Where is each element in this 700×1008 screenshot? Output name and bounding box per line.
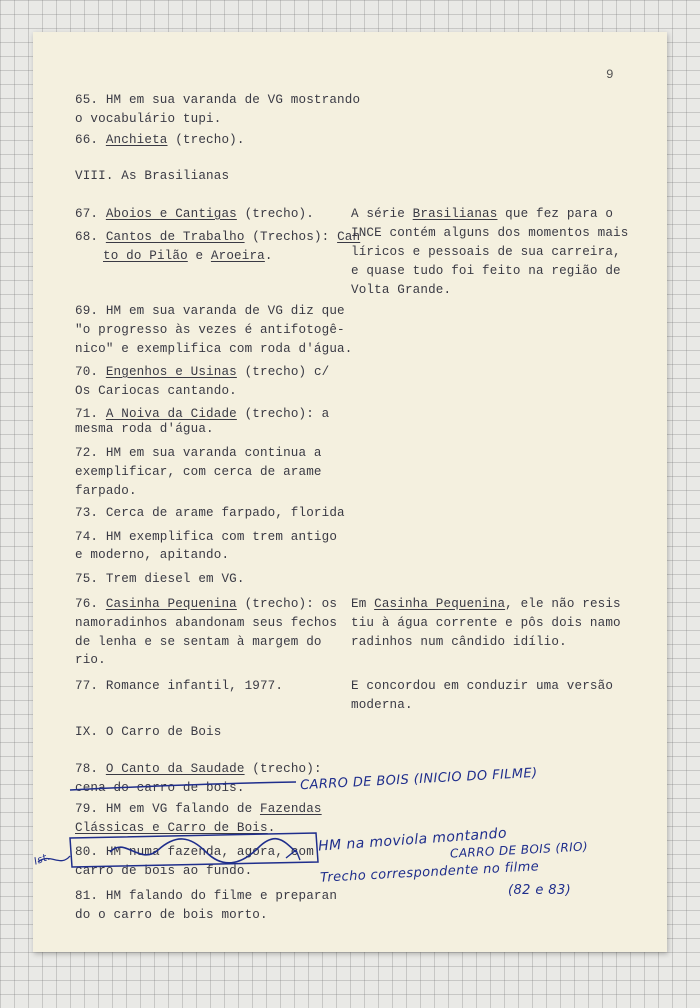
section-heading-viii: VIII. As Brasilianas (75, 169, 230, 183)
item-text: 79. HM em VG falando de (75, 802, 260, 816)
note-text: que fez para o (497, 207, 614, 221)
item-text: (trecho). (167, 133, 245, 147)
item-text: (trecho). (236, 207, 314, 221)
item-text: (trecho): os (236, 597, 338, 611)
item-77: 77. Romance infantil, 1977. (75, 679, 284, 693)
note-text: Em (351, 597, 375, 611)
item-70-line2: Os Cariocas cantando. (75, 384, 237, 398)
note-text: , ele não resis (505, 597, 621, 611)
ink-line-item78 (70, 782, 296, 790)
handwritten-note-moviola: HM na moviola montando (317, 825, 508, 855)
item-80-line2: carro de bois ao fundo. (75, 864, 253, 878)
handwritten-note-carro: CARRO DE BOIS (INICIO DO FILME) (299, 765, 538, 794)
handwritten-note-rio: CARRO DE BOIS (RIO) (449, 839, 589, 861)
note-brasilianas-line5: Volta Grande. (351, 283, 452, 297)
item-title: Cantos de Trabalho (105, 230, 245, 244)
handwritten-note-numbers: (82 e 83) (508, 883, 572, 898)
note-romance-line2: moderna. (351, 698, 413, 712)
item-69-line1: 69. HM em sua varanda de VG diz que (75, 304, 345, 318)
note-brasilianas-line2: INCE contém alguns dos momentos mais (351, 226, 629, 240)
arrow-icon (286, 850, 300, 860)
item-72-line3: farpado. (75, 484, 137, 498)
item-78-line2: cena do carro de bois. (75, 781, 245, 795)
item-75: 75. Trem diesel em VG. (75, 572, 245, 586)
item-title: Fazendas (259, 802, 322, 816)
note-casinha-line2: tiu à água corrente e pôs dois namo (351, 616, 621, 630)
item-69-line2: "o progresso às vezes é antifotogê- (75, 323, 345, 337)
item-74-line1: 74. HM exemplifica com trem antigo (75, 530, 338, 544)
note-title: Casinha Pequenina (374, 597, 506, 611)
section-heading-ix: IX. O Carro de Bois (75, 725, 222, 739)
item-text: e (187, 249, 211, 263)
item-number: 78. (75, 762, 106, 776)
ink-box-item80 (70, 833, 318, 867)
item-title: Engenhos e Usinas (105, 365, 237, 379)
item-76-line3: de lenha e se sentam à margem do (75, 635, 322, 649)
item-number: 67. (75, 207, 106, 221)
item-number: 68. (75, 230, 106, 244)
item-76-line4: rio. (75, 653, 106, 667)
item-text: (Trechos): (244, 230, 338, 244)
item-72-line1: 72. HM em sua varanda continua a (75, 446, 322, 460)
item-title-part: to do Pilão (103, 249, 188, 263)
item-number: 71. (75, 407, 106, 421)
item-81-line1: 81. HM falando do filme e preparan (75, 889, 338, 903)
item-number: 76. (75, 597, 106, 611)
note-text: A série (351, 207, 413, 221)
handwritten-margin-mark: Ist. (32, 851, 53, 868)
note-brasilianas-line3: líricos e pessoais de sua carreira, (351, 245, 621, 259)
page-number: 9 (606, 68, 614, 82)
item-title-part: Can (337, 230, 361, 244)
item-number: 66. (75, 133, 106, 147)
item-text: . (267, 821, 276, 835)
item-65-line1: 65. HM em sua varanda de VG mostrando (75, 93, 361, 107)
item-title: O Canto da Saudade (105, 762, 245, 776)
note-casinha-line3: radinhos num cândido idílio. (351, 635, 567, 649)
item-72-line2: exemplificar, com cerca de arame (75, 465, 322, 479)
note-romance-line1: E concordou em conduzir uma versão (351, 679, 614, 693)
item-title: A Noiva da Cidade (105, 407, 237, 421)
item-65-line2: o vocabulário tupi. (75, 112, 222, 126)
handwritten-note-trecho: Trecho correspondente no filme (319, 859, 540, 886)
item-title: Anchieta (105, 133, 168, 147)
item-title: Casinha Pequenina (105, 597, 237, 611)
item-text: (trecho): a (236, 407, 330, 421)
item-number: 70. (75, 365, 106, 379)
item-71-line2: mesma roda d'água. (75, 422, 214, 436)
item-80-line1: 80. HM numa fazenda, agora, com (75, 845, 314, 859)
item-title-part: Aroeira (210, 249, 265, 263)
item-69-line3: nico" e exemplifica com roda d'água. (75, 342, 353, 356)
ink-scribble-item80 (110, 839, 296, 863)
item-title: Clássicas e Carro de Bois (75, 821, 268, 835)
item-81-line2: do o carro de bois morto. (75, 908, 268, 922)
item-title: Aboios e Cantigas (105, 207, 237, 221)
item-text: (trecho) c/ (236, 365, 330, 379)
item-73: 73. Cerca de arame farpado, florida (75, 506, 345, 520)
note-brasilianas-line4: e quase tudo foi feito na região de (351, 264, 621, 278)
item-74-line2: e moderno, apitando. (75, 548, 230, 562)
item-text: (trecho): (244, 762, 322, 776)
item-text: . (264, 249, 273, 263)
item-76-line2: namoradinhos abandonam seus fechos (75, 616, 338, 630)
note-title: Brasilianas (412, 207, 498, 221)
